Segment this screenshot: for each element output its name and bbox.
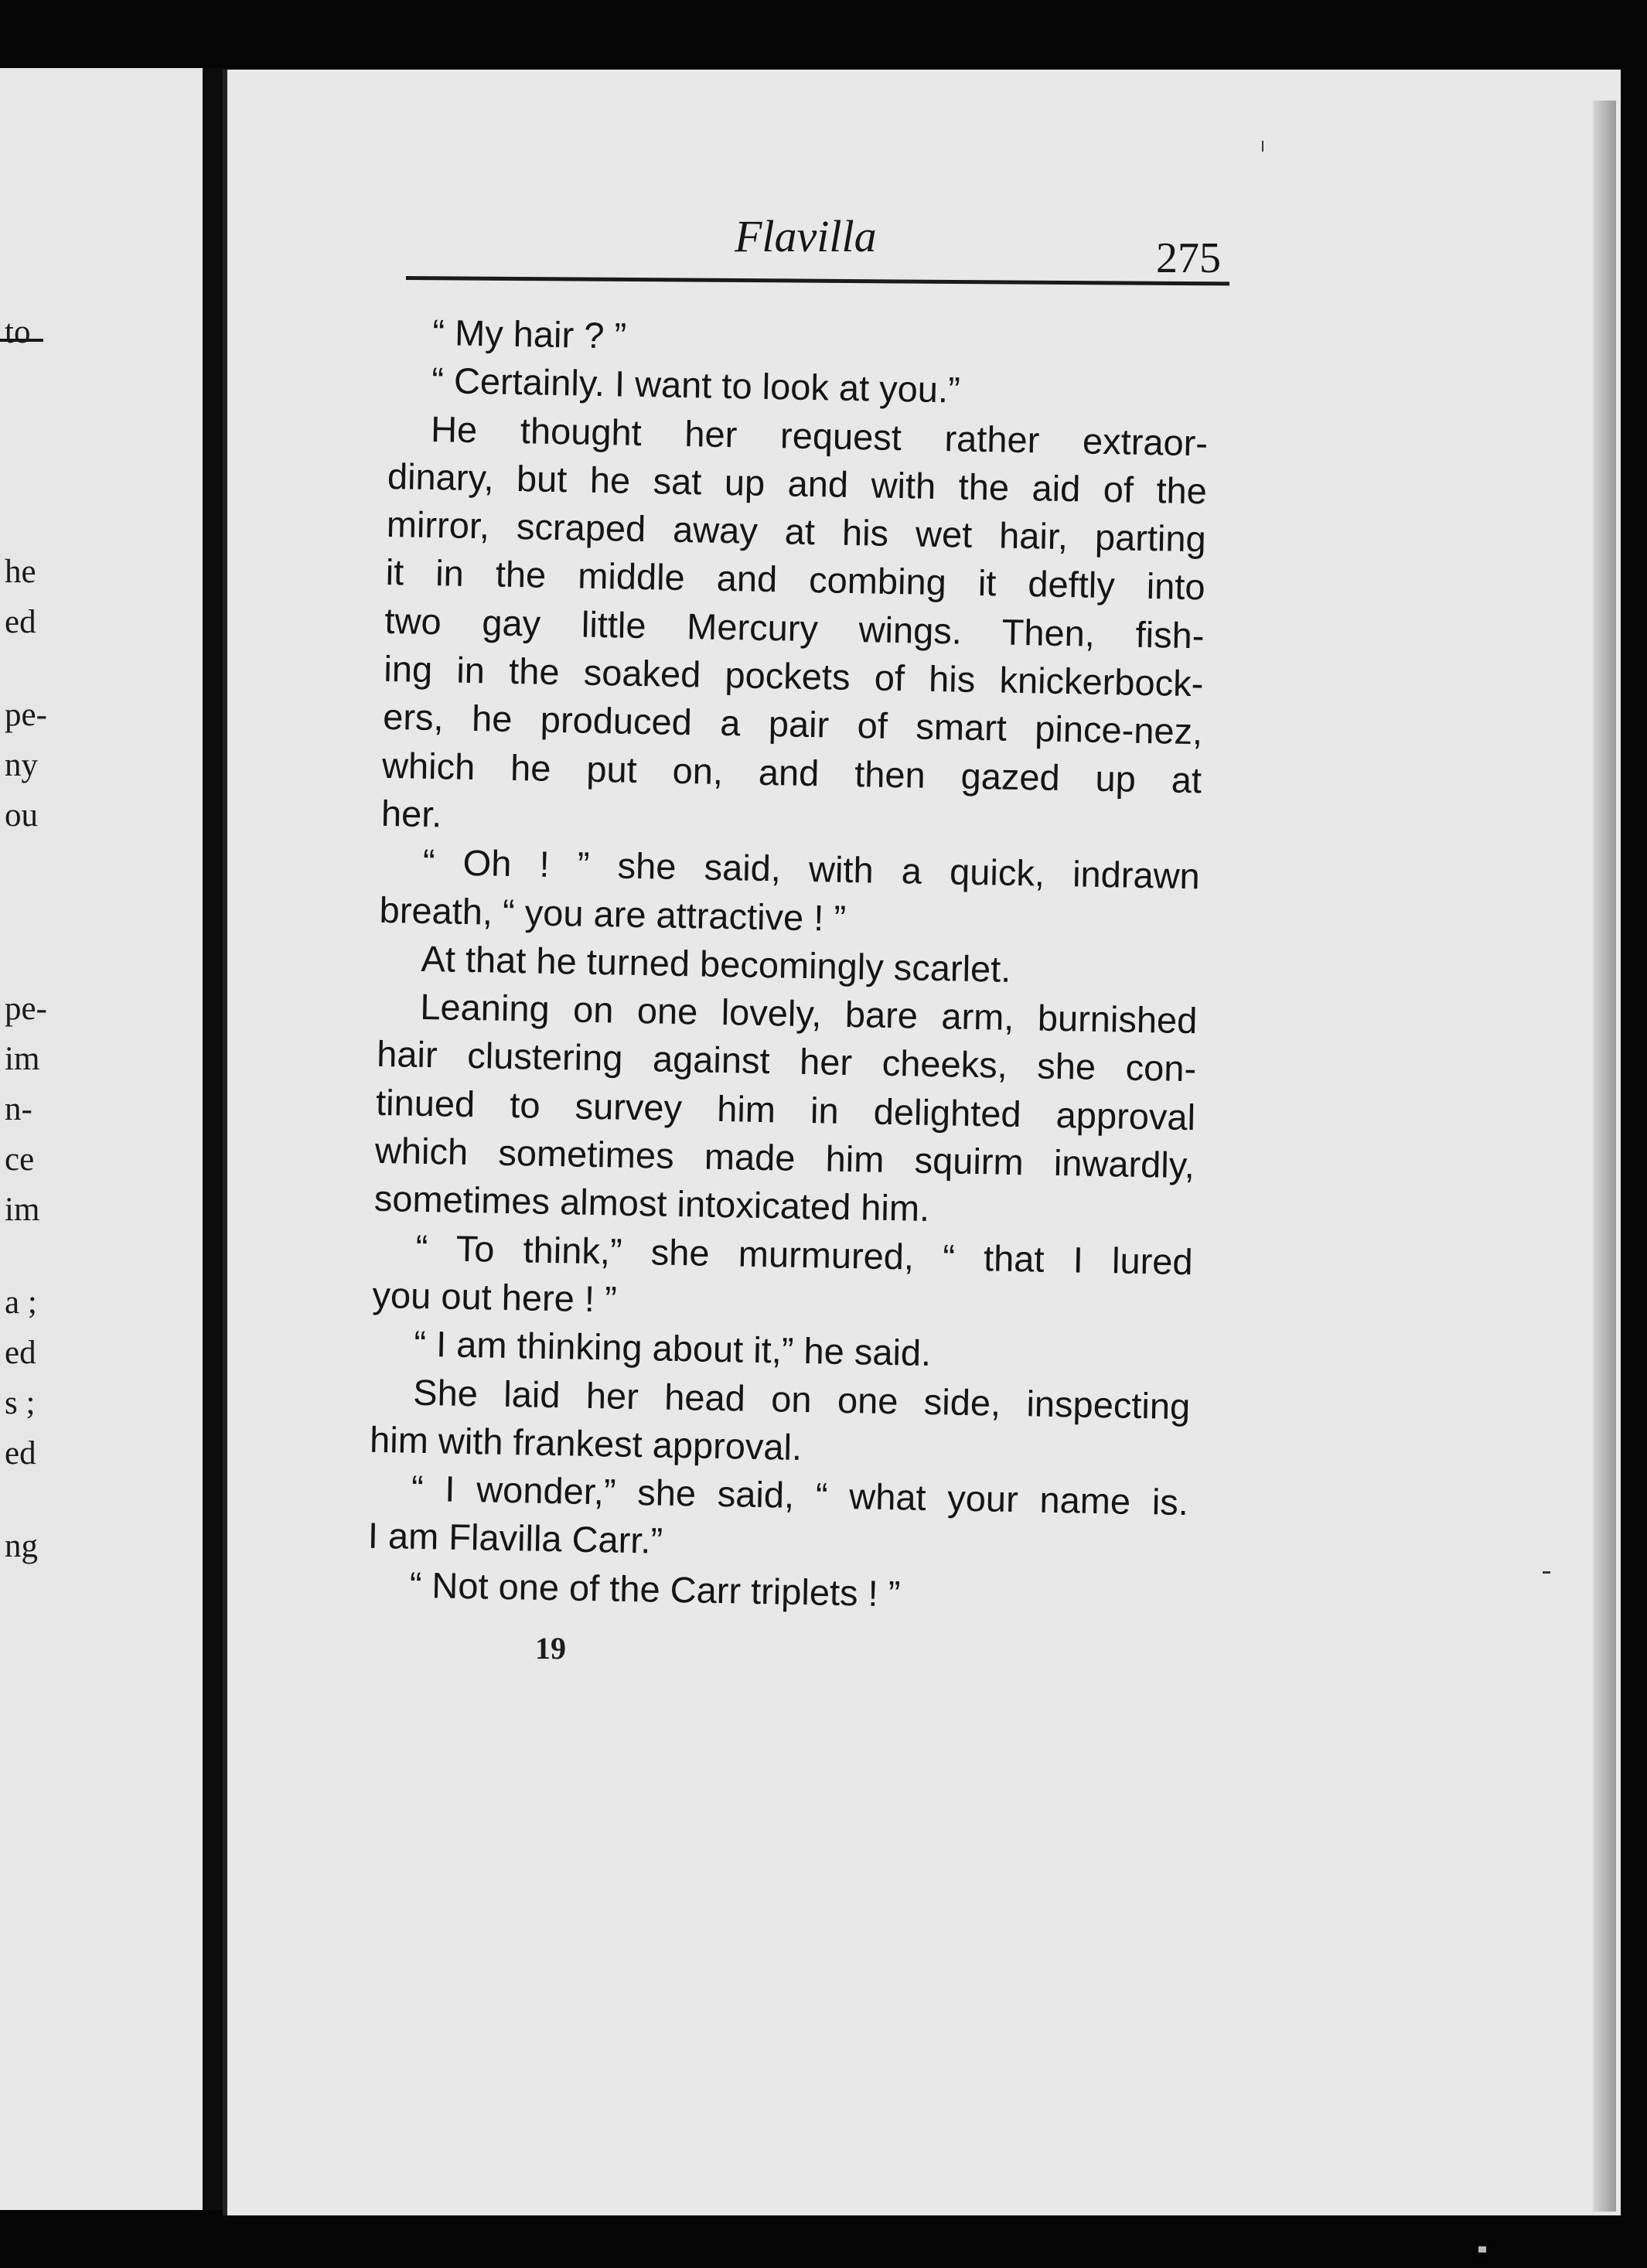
text-line: sometimes almost intoxicated him. <box>373 1178 930 1229</box>
left-page-fragment: s ; <box>5 1385 36 1421</box>
text-line: it in the middle and combing it deftly into <box>385 551 1206 608</box>
signature-mark: 19 <box>535 1631 566 1666</box>
text-line: “ Not one of the Carr triplets ! ” <box>409 1564 901 1615</box>
text-line: which he put on, and then gazed up at <box>381 744 1202 800</box>
left-page-fragment: ny <box>5 747 38 783</box>
left-page-fragment: ed <box>5 1335 36 1371</box>
left-page-fragment: to <box>5 314 31 350</box>
text-line: two gay little Mercury wings. Then, fish- <box>384 599 1205 657</box>
text-line: breath, “ you are attractive ! ” <box>379 888 847 939</box>
text-line: I am Flavilla Carr.” <box>367 1515 663 1562</box>
left-page-fragment: im <box>5 1192 40 1228</box>
text-line: At that he turned becomingly scarlet. <box>421 937 1011 990</box>
text-line: hair clustering against her cheeks, she con- <box>376 1033 1197 1090</box>
text-line: tinued to survey him in delighted approval <box>375 1081 1196 1137</box>
left-page-fragment: ce <box>5 1141 35 1178</box>
text-line: “ Certainly. I want to look at you.” <box>431 360 961 411</box>
left-page-fragment: a ; <box>5 1284 37 1321</box>
left-page-fragment: ed <box>5 1435 36 1472</box>
left-page-fragment: n- <box>5 1091 32 1127</box>
text-line: “ To think,” she murmured, “ that I lured <box>415 1226 1194 1282</box>
scan-speck <box>1543 1571 1550 1574</box>
left-page-fragment: pe- <box>5 991 47 1027</box>
left-page-fragment: ed <box>5 604 36 640</box>
left-page-fragment: pe- <box>5 697 47 733</box>
text-line: “ I am thinking about it,” he said. <box>413 1323 932 1374</box>
book-spine <box>203 68 224 2210</box>
left-page-fragment: he <box>5 554 36 590</box>
left-page-fragment: ng <box>5 1528 38 1564</box>
text-line: She laid her head on one side, inspecting <box>412 1371 1191 1427</box>
body-text <box>367 308 1210 1623</box>
text-line: dinary, but he sat up and with the aid of the <box>387 455 1208 512</box>
text-line: ers, he produced a pair of smart pince-nez, <box>382 696 1203 752</box>
text-line: him with frankest approval. <box>369 1418 803 1468</box>
text-line: you out here ! ” <box>372 1274 618 1320</box>
text-line: mirror, scraped away at his wet hair, parting <box>386 503 1207 560</box>
text-line: her. <box>380 792 442 835</box>
text-line: He thought her request rather extraor- <box>430 408 1209 463</box>
running-title: Flavilla <box>735 211 877 261</box>
left-page <box>0 68 203 2210</box>
scan-speck <box>1262 141 1263 152</box>
text-line: which sometimes made him squirm inwardly, <box>374 1129 1195 1186</box>
text-line: Leaning on one lovely, bare arm, burnished <box>419 986 1198 1042</box>
text-line: “ I wonder,” she said, “ what your name is. <box>411 1467 1189 1523</box>
scan-speck <box>1478 2246 1486 2253</box>
page-edge <box>1593 101 1616 2212</box>
text-line: ing in the soaked pockets of his knickerbock- <box>383 648 1204 704</box>
left-page-fragment: ou <box>5 797 38 834</box>
left-page-fragment: im <box>5 1041 40 1077</box>
page-number: 275 <box>1156 234 1221 282</box>
text-line: “ Oh ! ” she said, with a quick, indrawn <box>422 841 1201 897</box>
text-line: “ My hair ? ” <box>431 312 627 356</box>
